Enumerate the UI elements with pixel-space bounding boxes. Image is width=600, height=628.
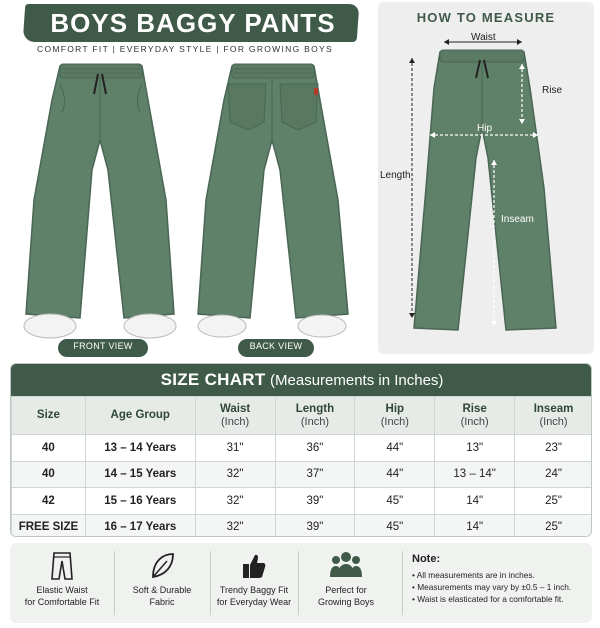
size-chart-header [11, 364, 592, 396]
size-table [11, 396, 592, 537]
cell-size: 42 [12, 488, 86, 515]
measure-diagram [378, 28, 594, 352]
note-item: • Waist is elasticated for a comfortable fit. [412, 593, 571, 605]
cell-rise: 14" [435, 488, 515, 515]
size-chart-title: SIZE CHART [160, 370, 266, 389]
feature-growing-boys: Perfect for Growing Boys [298, 543, 394, 623]
page-title: BOYS BAGGY PANTS [50, 8, 336, 38]
col-hip: Hip (Inch) [355, 397, 435, 435]
cell-length: 39" [275, 488, 355, 515]
table-row [12, 514, 593, 537]
how-to-measure-title: HOW TO MEASURE [416, 10, 556, 25]
note-item: • All measurements are in inches. [412, 569, 571, 581]
cell-hip: 45" [355, 488, 435, 515]
table-header-row [12, 397, 593, 435]
col-inseam: Inseam (Inch) [515, 397, 592, 435]
divider [402, 551, 403, 615]
back-view-label: BACK VIEW [238, 339, 314, 357]
cell-waist: 32" [195, 461, 275, 488]
cell-length: 37" [275, 461, 355, 488]
cell-age: 14 – 15 Years [85, 461, 195, 488]
waist-label: Waist [471, 32, 496, 43]
cell-size: 40 [12, 461, 86, 488]
table-row [12, 461, 593, 488]
cell-inseam: 23" [515, 435, 592, 462]
rise-label: Rise [542, 85, 563, 96]
cell-size: 40 [12, 435, 86, 462]
leaf-icon [149, 551, 175, 581]
col-size: Size [12, 397, 86, 435]
length-label: Length [380, 170, 411, 181]
cell-age: 13 – 14 Years [85, 435, 195, 462]
cell-waist: 32" [195, 514, 275, 537]
cell-size: FREE SIZE [12, 514, 86, 537]
back-view-pants-image [192, 60, 352, 342]
cell-rise: 14" [435, 514, 515, 537]
cell-inseam: 24" [515, 461, 592, 488]
feature-elastic-waist: Elastic Waist for Comfortable Fit [10, 543, 114, 623]
cell-hip: 45" [355, 514, 435, 537]
col-length: Length (Inch) [275, 397, 355, 435]
cell-age: 16 – 17 Years [85, 514, 195, 537]
group-icon [330, 551, 362, 579]
col-age-group: Age Group [85, 397, 195, 435]
front-view-pants-image [20, 60, 180, 342]
cell-waist: 32" [195, 488, 275, 515]
cell-age: 15 – 16 Years [85, 488, 195, 515]
cell-hip: 44" [355, 435, 435, 462]
cell-length: 39" [275, 514, 355, 537]
col-rise: Rise (Inch) [435, 397, 515, 435]
front-view-label: FRONT VIEW [58, 339, 148, 357]
cell-rise: 13" [435, 435, 515, 462]
page-subtitle: COMFORT FIT | EVERYDAY STYLE | FOR GROWING BOYS [37, 44, 333, 54]
table-row [12, 435, 593, 462]
inseam-label: Inseam [501, 214, 534, 225]
cell-hip: 44" [355, 461, 435, 488]
cell-waist: 31" [195, 435, 275, 462]
cell-length: 36" [275, 435, 355, 462]
note-list [412, 569, 571, 605]
note-title: Note: [412, 553, 441, 565]
table-row [12, 488, 593, 515]
cell-inseam: 25" [515, 488, 592, 515]
size-chart [10, 363, 592, 537]
thumbs-up-icon [241, 551, 267, 581]
cell-rise: 13 – 14" [435, 461, 515, 488]
hip-label: Hip [477, 123, 493, 134]
feature-soft-fabric: Soft & Durable Fabric [114, 543, 210, 623]
size-chart-subtitle: (Measurements in Inches) [270, 372, 444, 389]
pants-icon [51, 551, 73, 581]
cell-inseam: 25" [515, 514, 592, 537]
col-waist: Waist (Inch) [195, 397, 275, 435]
feature-trendy-fit: Trendy Baggy Fit for Everyday Wear [210, 543, 298, 623]
note-item: • Measurements may vary by ±0.5 – 1 inch. [412, 581, 571, 593]
